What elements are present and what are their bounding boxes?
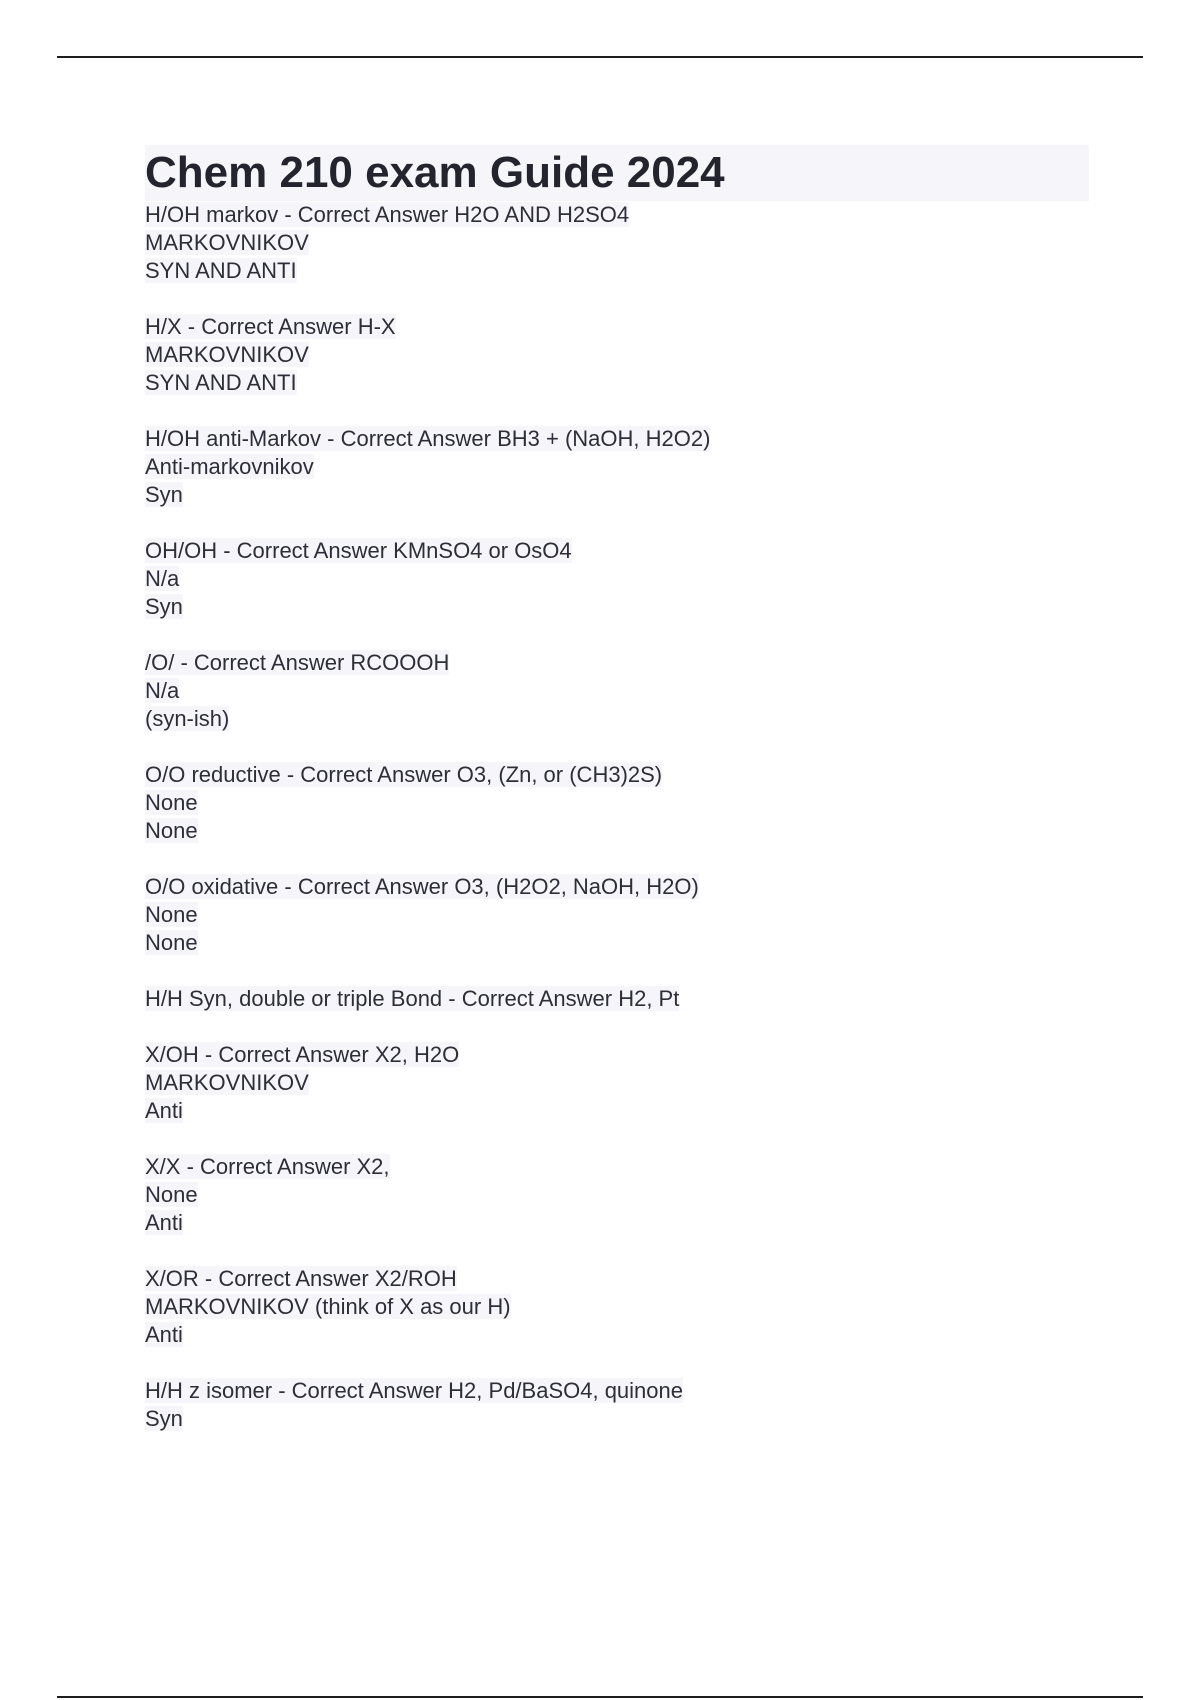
line-text: N/a — [145, 678, 180, 703]
qa-question-line — [145, 201, 1089, 229]
line-text: Anti-markovnikov — [145, 454, 314, 479]
qa-question-line — [145, 985, 1089, 1013]
qa-detail-line — [145, 1069, 1089, 1097]
qa-entry — [145, 201, 1089, 285]
qa-question-line — [145, 1265, 1089, 1293]
footer-rule — [57, 1696, 1143, 1698]
qa-entry — [145, 537, 1089, 621]
qa-detail-line — [145, 1181, 1089, 1209]
qa-detail-line — [145, 1293, 1089, 1321]
qa-detail-line — [145, 901, 1089, 929]
qa-detail-line — [145, 1405, 1089, 1433]
qa-detail-line — [145, 1321, 1089, 1349]
line-text: /O/ - Correct Answer RCOOOH — [145, 650, 450, 675]
qa-question-line — [145, 1377, 1089, 1405]
qa-question-line — [145, 873, 1089, 901]
line-text: X/OR - Correct Answer X2/ROH — [145, 1266, 457, 1291]
qa-detail-line — [145, 677, 1089, 705]
qa-entry — [145, 649, 1089, 733]
qa-question-line — [145, 649, 1089, 677]
qa-entry — [145, 1041, 1089, 1125]
line-text: Syn — [145, 594, 183, 619]
line-text: Syn — [145, 482, 183, 507]
qa-detail-line — [145, 453, 1089, 481]
qa-detail-line — [145, 229, 1089, 257]
qa-detail-line — [145, 705, 1089, 733]
qa-question-line — [145, 537, 1089, 565]
line-text: SYN AND ANTI — [145, 370, 297, 395]
line-text: None — [145, 790, 198, 815]
qa-detail-line — [145, 929, 1089, 957]
qa-question-line — [145, 1041, 1089, 1069]
line-text: H/H z isomer - Correct Answer H2, Pd/BaSO4, quinone — [145, 1378, 683, 1403]
line-text: Anti — [145, 1322, 183, 1347]
line-text: X/OH - Correct Answer X2, H2O — [145, 1042, 460, 1067]
line-text: None — [145, 902, 198, 927]
qa-entry — [145, 425, 1089, 509]
line-text: MARKOVNIKOV (think of X as our H) — [145, 1294, 511, 1319]
qa-entry — [145, 985, 1089, 1013]
line-text: H/H Syn, double or triple Bond - Correct Answer H2, Pt — [145, 986, 680, 1011]
qa-detail-line — [145, 817, 1089, 845]
qa-question-line — [145, 425, 1089, 453]
line-text: MARKOVNIKOV — [145, 1070, 309, 1095]
line-text: MARKOVNIKOV — [145, 342, 309, 367]
qa-detail-line — [145, 341, 1089, 369]
line-text: None — [145, 818, 198, 843]
line-text: MARKOVNIKOV — [145, 230, 309, 255]
line-text: N/a — [145, 566, 180, 591]
qa-detail-line — [145, 369, 1089, 397]
line-text: O/O reductive - Correct Answer O3, (Zn, or (CH3)2S) — [145, 762, 663, 787]
line-text: (syn-ish) — [145, 706, 230, 731]
qa-detail-line — [145, 1097, 1089, 1125]
qa-detail-line — [145, 789, 1089, 817]
qa-entry — [145, 313, 1089, 397]
line-text: O/O oxidative - Correct Answer O3, (H2O2, NaOH, H2O) — [145, 874, 699, 899]
qa-question-line — [145, 313, 1089, 341]
document-body — [145, 145, 1089, 1461]
document-title: Chem 210 exam Guide 2024 — [145, 145, 1089, 201]
qa-entry — [145, 1377, 1089, 1433]
line-text: Syn — [145, 1406, 183, 1431]
qa-entry — [145, 1153, 1089, 1237]
qa-question-line — [145, 1153, 1089, 1181]
qa-question-line — [145, 761, 1089, 789]
line-text: None — [145, 930, 198, 955]
qa-detail-line — [145, 593, 1089, 621]
line-text: H/OH anti-Markov - Correct Answer BH3 + (NaOH, H2O2) — [145, 426, 711, 451]
line-text: OH/OH - Correct Answer KMnSO4 or OsO4 — [145, 538, 572, 563]
line-text: Anti — [145, 1210, 183, 1235]
qa-entry — [145, 761, 1089, 845]
line-text: Anti — [145, 1098, 183, 1123]
line-text: H/OH markov - Correct Answer H2O AND H2SO4 — [145, 202, 630, 227]
entries-list — [145, 201, 1089, 1433]
qa-entry — [145, 873, 1089, 957]
header-rule — [57, 56, 1143, 58]
line-text: SYN AND ANTI — [145, 258, 297, 283]
line-text: H/X - Correct Answer H-X — [145, 314, 396, 339]
qa-entry — [145, 1265, 1089, 1349]
qa-detail-line — [145, 565, 1089, 593]
qa-detail-line — [145, 1209, 1089, 1237]
line-text: X/X - Correct Answer X2, — [145, 1154, 390, 1179]
qa-detail-line — [145, 481, 1089, 509]
line-text: None — [145, 1182, 198, 1207]
qa-detail-line — [145, 257, 1089, 285]
